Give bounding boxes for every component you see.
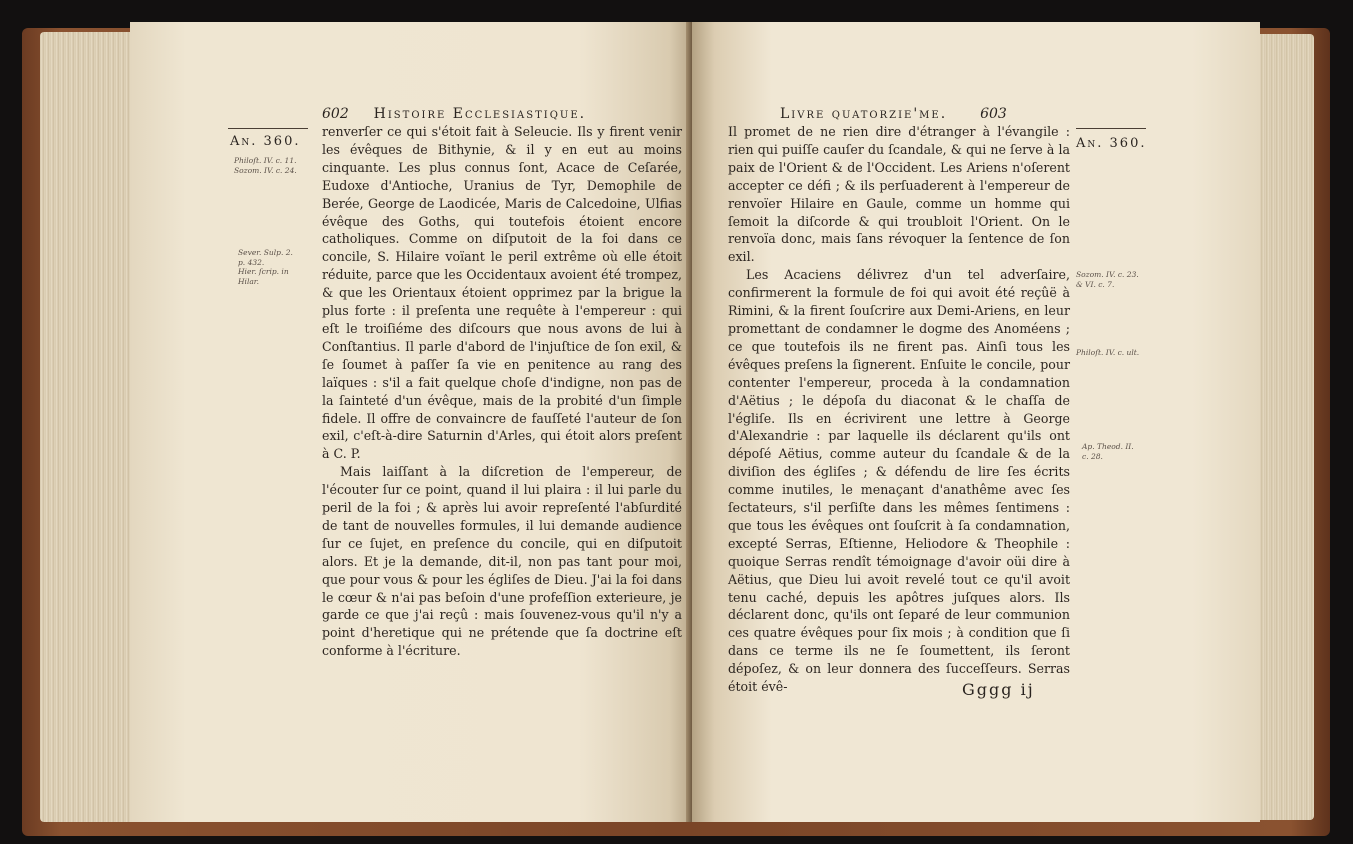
margin-note-line: c. 28. xyxy=(1082,451,1103,461)
right-body-text xyxy=(728,123,1070,696)
right-running-head xyxy=(780,106,1007,122)
right-page-number: 603 xyxy=(980,106,1007,122)
right-paragraph-2: Les Acaciens délivrez d'un tel adverſaire, confirmerent la formule de foi qui avoit été reçûë à Rimini, & la firent ſouſcrire aux Demi-Ariens, en leur promettant de condamner le dogme des Anoméens ; ce que toutefois ils ne firent pas. Ainſi tous les évêques preſens la ſignerent. Enſuite le concile, pour contenter l'empereur, proceda à la condamnation d'Aëtius ; le dépoſa du diaconat & le chaſſa de l'égliſe. Ils en écrivirent une lettre à George d'Alexandrie : par laquelle ils déclarent qu'ils ont dépoſé Aëtius, comme auteur du ſcandale & de la diviſion des égliſes ; & défendu de lire ſes écrits comme inutiles, le menaçant d'anathême avec ſes ſectateurs, s'il perſiſte dans les mêmes ſentimens : que tous les évêques ont ſouſcrit à ſa condamnation, excepté Serras, Eſtienne, Heliodore & Theophile : quoique Serras rendît témoignage d'avoir oüi dire à Aëtius, que Dieu lui avoit revelé tout ce qu'il avoit tenu caché, depuis les apôtres juſques alors. Ils déclarent donc, qu'ils ont ſeparé de leur communion ces quatre évêques pour ſix mois ; à condition que ſi dans ce terme ils ne ſe ſoumettent, ils ſeront dépoſez, & on leur donnera des ſucceſſeurs. Serras étoit évê- xyxy=(728,267,1070,695)
right-margin-note-2 xyxy=(1076,348,1139,358)
right-margin-note-3 xyxy=(1082,442,1134,461)
left-page xyxy=(130,22,692,822)
margin-note-line: Hier. ſcrip. in xyxy=(238,267,289,276)
margin-note-line: Sozom. IV. c. 24. xyxy=(234,165,297,175)
right-margin-year: An. 360. xyxy=(1076,136,1147,151)
left-margin-year: An. 360. xyxy=(230,134,301,149)
margin-note-line: Ap. Theod. II. xyxy=(1082,442,1134,451)
right-margin-note-1 xyxy=(1076,270,1139,289)
open-book xyxy=(22,16,1330,834)
left-page-number: 602 xyxy=(322,106,349,122)
margin-note-line: Sever. Sulp. 2. xyxy=(238,248,293,257)
margin-note-line: Hilar. xyxy=(238,276,259,286)
left-body-text xyxy=(322,123,682,660)
margin-note-line: Philoſt. IV. c. ult. xyxy=(1076,348,1140,357)
right-page xyxy=(692,22,1260,822)
page-edges-right xyxy=(1260,34,1314,820)
right-margin-rule xyxy=(1076,128,1146,129)
left-margin-note-2 xyxy=(238,248,293,286)
signature-mark: Gggg ij xyxy=(962,680,1035,699)
right-paragraph-1: Il promet de ne rien dire d'étranger à l'évangile : rien qui puiſſe cauſer du ſcandale, & qui ne ſerve à la paix de l'Orient & de l'Occident. Les Ariens n'oſerent accepter ce défi ; & ils perſuaderent à l'empereur de renvoïer Hilaire en Gaule, comme un homme qui ſemoit la diſcorde & qui troubloit l'Orient. On le renvoïa donc, mais ſans révoquer la ſentence de ſon exil. xyxy=(728,124,1070,265)
margin-note-line: & VI. c. 7. xyxy=(1076,279,1115,289)
margin-note-line: Philoſt. IV. c. 11. xyxy=(234,156,297,165)
left-running-head xyxy=(322,106,586,122)
margin-note-line: Sozom. IV. c. 23. xyxy=(1076,270,1139,279)
left-running-title: Histoire Ecclesiastique. xyxy=(373,106,587,122)
left-paragraph-2: Mais laiſſant à la diſcretion de l'empereur, de l'écouter ſur ce point, quand il lui plaira : il lui parle du peril de la foi ; & après lui avoir repreſenté l'abſurdité de tant de nouvelles formules, il lui demande audience ſur ce ſujet, en preſence du concile, qui en diſputoit alors. Et je la demande, dit-il, non pas tant pour moi, que pour vous & pour les égliſes de Dieu. J'ai la foi dans le cœur & n'ai pas beſoin d'une profeſſion exterieure, je garde ce que j'ai reçû : mais ſouvenez-vous qu'il n'y a point d'heretique qui ne prétende que ſa doctrine eſt conforme à l'écriture. xyxy=(322,464,682,659)
left-margin-rule xyxy=(228,128,308,129)
margin-note-line: p. 432. xyxy=(238,257,265,267)
right-running-title: Livre quatorzie'me. xyxy=(780,106,948,122)
left-margin-note-1 xyxy=(234,156,297,175)
left-paragraph-1: renverſer ce qui s'étoit fait à Seleucie. Ils y firent venir les évêques de Bithynie, & il y en eut au moins cinquante. Les plus connus ſont, Acace de Ceſarée, Eudoxe d'Antioche, Uranius de Tyr, Demophile de Berée, George de Laodicée, Maris de Calcedoine, Ulfias évêque des Goths, qui toutefois étoient encore catholiques. Comme on diſputoit de la foi dans ce concile, S. Hilaire voïant le peril extrême où elle étoit réduite, parce que les Occidentaux avoient été trompez, & que les Orientaux étoient opprimez par la brigue la plus forte : il preſenta une requête à l'empereur : qui eſt le troiſiéme des diſcours que nous avons de lui à Conſtantius. Il parle d'abord de l'injuſtice de ſon exil, & ſe ſoumet à paſſer ſa vie en penitence au rang des laïques : s'il a fait quelque choſe d'indigne, non pas de la ſainteté d'un évêque, mais de la probité d'un ſimple fidele. Il offre de convaincre de fauſſeté l'auteur de ſon exil, c'eſt-à-dire Saturnin d'Arles, qui étoit alors preſent à C. P. xyxy=(322,124,682,462)
